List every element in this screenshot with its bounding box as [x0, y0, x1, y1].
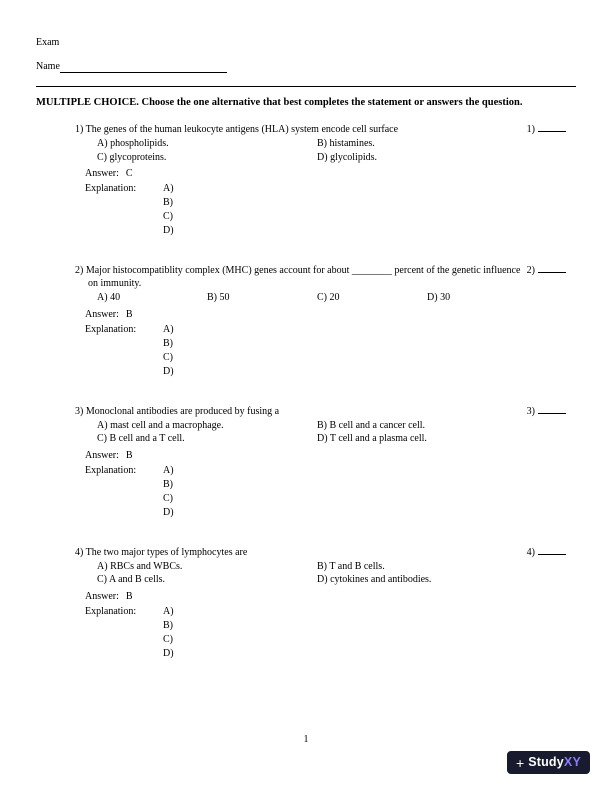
- answer-row: [75, 308, 576, 321]
- explanation-item: A): [163, 183, 174, 194]
- choice-text: 50: [219, 292, 230, 303]
- choice-label: C): [317, 292, 327, 303]
- explanation-row: [75, 323, 576, 379]
- name-row: [36, 60, 576, 73]
- explanation-item: B): [163, 197, 173, 208]
- explanation-item: A): [163, 605, 174, 617]
- answer-value: B: [125, 308, 133, 320]
- answer-blank-number: 4): [526, 546, 535, 558]
- explanation-item: D): [163, 225, 174, 236]
- answer-blank: [527, 405, 576, 418]
- choices: [75, 291, 530, 305]
- choice-a: [97, 291, 207, 305]
- explanation-row: [75, 182, 576, 238]
- explanation-label: Explanation:: [85, 183, 137, 194]
- explanation-items: [163, 323, 174, 379]
- explanation-item: D): [163, 647, 174, 659]
- section-instructions: MULTIPLE CHOICE. Choose the one alternative that best completes the statement or answers the question.: [36, 97, 523, 108]
- choice-text: A and B cells.: [108, 574, 166, 585]
- answer-row: [75, 590, 576, 603]
- question-stem: The genes of the human leukocyte antigens (HLA) system encode cell surface: [85, 124, 399, 135]
- choice-text: B cell and a cancer cell.: [329, 419, 425, 431]
- choices: [75, 419, 530, 446]
- choice-text: 40: [110, 292, 121, 303]
- choice-text: glycoproteins.: [109, 151, 167, 163]
- answer-blank-number: 2): [526, 265, 535, 276]
- answer-blank-line: [538, 123, 566, 132]
- explanation-item: B): [163, 337, 173, 349]
- choice-label: D): [427, 292, 438, 303]
- question-4: [75, 546, 576, 661]
- choice-text: T and B cells.: [329, 560, 385, 572]
- choice-label: A): [97, 419, 108, 431]
- answer-blank-line: [538, 264, 566, 273]
- choice-d: [317, 151, 530, 165]
- choice-b: [317, 419, 530, 433]
- choice-label: C): [97, 433, 107, 444]
- explanation-item: D): [163, 365, 174, 377]
- question-text: [75, 264, 525, 290]
- choice-a: [97, 560, 317, 574]
- answer-value: B: [125, 449, 133, 461]
- name-blank-line: [60, 64, 227, 73]
- choice-label: A): [97, 138, 108, 149]
- answer-row: [75, 167, 576, 180]
- explanation-label: Explanation:: [85, 464, 137, 476]
- choice-label: B): [317, 138, 327, 149]
- horizontal-divider: [36, 86, 576, 87]
- choice-label: C): [97, 574, 107, 585]
- explanation-items: [163, 464, 174, 520]
- question-header: [75, 546, 576, 559]
- choice-label: D): [317, 433, 328, 444]
- question-number: 1): [75, 124, 84, 135]
- question-1: [75, 123, 576, 238]
- choice-b: [317, 560, 530, 574]
- question-text: [75, 405, 525, 418]
- questions-list: [36, 123, 576, 661]
- choice-label: D): [317, 574, 328, 585]
- answer-blank: [527, 123, 576, 136]
- choice-text: mast cell and a macrophage.: [110, 419, 224, 431]
- choice-label: C): [97, 151, 107, 163]
- explanation-item: C): [163, 633, 173, 645]
- explanation-item: C): [163, 351, 173, 363]
- question-header: [75, 405, 576, 418]
- answer-blank-number: 1): [526, 124, 535, 135]
- brand-text-xy: XY: [563, 755, 581, 769]
- explanation-item: A): [163, 464, 174, 476]
- explanation-items: [163, 182, 174, 238]
- choice-d: [317, 573, 530, 587]
- answer-label: Answer:: [85, 590, 119, 602]
- answer-blank-number: 3): [526, 405, 535, 417]
- answer-row: [75, 449, 576, 462]
- answer-blank-line: [538, 405, 566, 414]
- answer-blank-line: [538, 546, 566, 555]
- choice-a: [97, 419, 317, 433]
- question-stem: Monoclonal antibodies are produced by fusing a: [85, 405, 280, 417]
- studyxy-logo: [507, 751, 590, 774]
- choice-label: B): [317, 560, 327, 572]
- choice-b: [207, 291, 317, 305]
- page-number: 1: [303, 734, 309, 745]
- question-text: [75, 546, 525, 559]
- choice-text: B cell and a T cell.: [109, 433, 185, 444]
- choice-text: 20: [329, 292, 340, 303]
- explanation-item: B): [163, 619, 173, 631]
- plus-icon: +: [516, 754, 525, 771]
- answer-label: Answer:: [85, 449, 119, 461]
- choice-label: A): [97, 292, 108, 303]
- choice-c: [97, 432, 317, 446]
- choice-c: [97, 573, 317, 587]
- choice-text: T cell and a plasma cell.: [329, 433, 427, 444]
- answer-blank: [527, 546, 576, 559]
- question-text: [75, 123, 525, 136]
- question-2: [75, 264, 576, 379]
- choice-label: B): [207, 292, 217, 303]
- question-3: [75, 405, 576, 520]
- explanation-item: C): [163, 492, 173, 504]
- choice-text: RBCs and WBCs.: [110, 560, 183, 572]
- choice-label: D): [317, 151, 328, 163]
- explanation-item: D): [163, 506, 174, 518]
- explanation-item: B): [163, 478, 173, 490]
- answer-value: B: [125, 590, 133, 602]
- question-number: 4): [75, 546, 84, 558]
- choice-label: A): [97, 560, 108, 572]
- choice-text: cytokines and antibodies.: [330, 574, 432, 585]
- name-label: Name: [36, 61, 60, 72]
- choice-c: [317, 291, 427, 305]
- choice-d: [427, 291, 530, 305]
- choices: [75, 137, 530, 164]
- explanation-item: C): [163, 211, 173, 222]
- explanation-row: [75, 464, 576, 520]
- question-number: 2): [75, 265, 84, 276]
- choice-b: [317, 137, 530, 151]
- question-number: 3): [75, 405, 84, 417]
- explanation-label: Explanation:: [85, 323, 137, 335]
- brand-text-study: Study: [528, 755, 564, 769]
- explanation-label: Explanation:: [85, 605, 137, 617]
- answer-blank: [527, 264, 576, 277]
- answer-label: Answer:: [85, 308, 119, 320]
- choice-text: glycolipids.: [330, 151, 378, 163]
- answer-value: C: [125, 168, 133, 179]
- question-stem: The two major types of lymphocytes are: [85, 546, 248, 558]
- answer-label: Answer:: [85, 168, 119, 179]
- choice-c: [97, 151, 317, 165]
- choice-text: histamines.: [329, 138, 375, 149]
- choice-text: 30: [440, 292, 451, 303]
- choice-d: [317, 432, 530, 446]
- question-header: [75, 123, 576, 136]
- choice-a: [97, 137, 317, 151]
- choice-text: phospholipids.: [110, 138, 169, 149]
- choices: [75, 560, 530, 587]
- explanation-row: [75, 605, 576, 661]
- question-header: [75, 264, 576, 290]
- explanation-item: A): [163, 323, 174, 335]
- question-stem: Major histocompatiblity complex (MHC) genes account for about ________ percent of the genetic influence on immunity.: [85, 265, 521, 289]
- explanation-items: [163, 605, 174, 661]
- document-title: Exam: [36, 37, 60, 48]
- choice-label: B): [317, 419, 327, 431]
